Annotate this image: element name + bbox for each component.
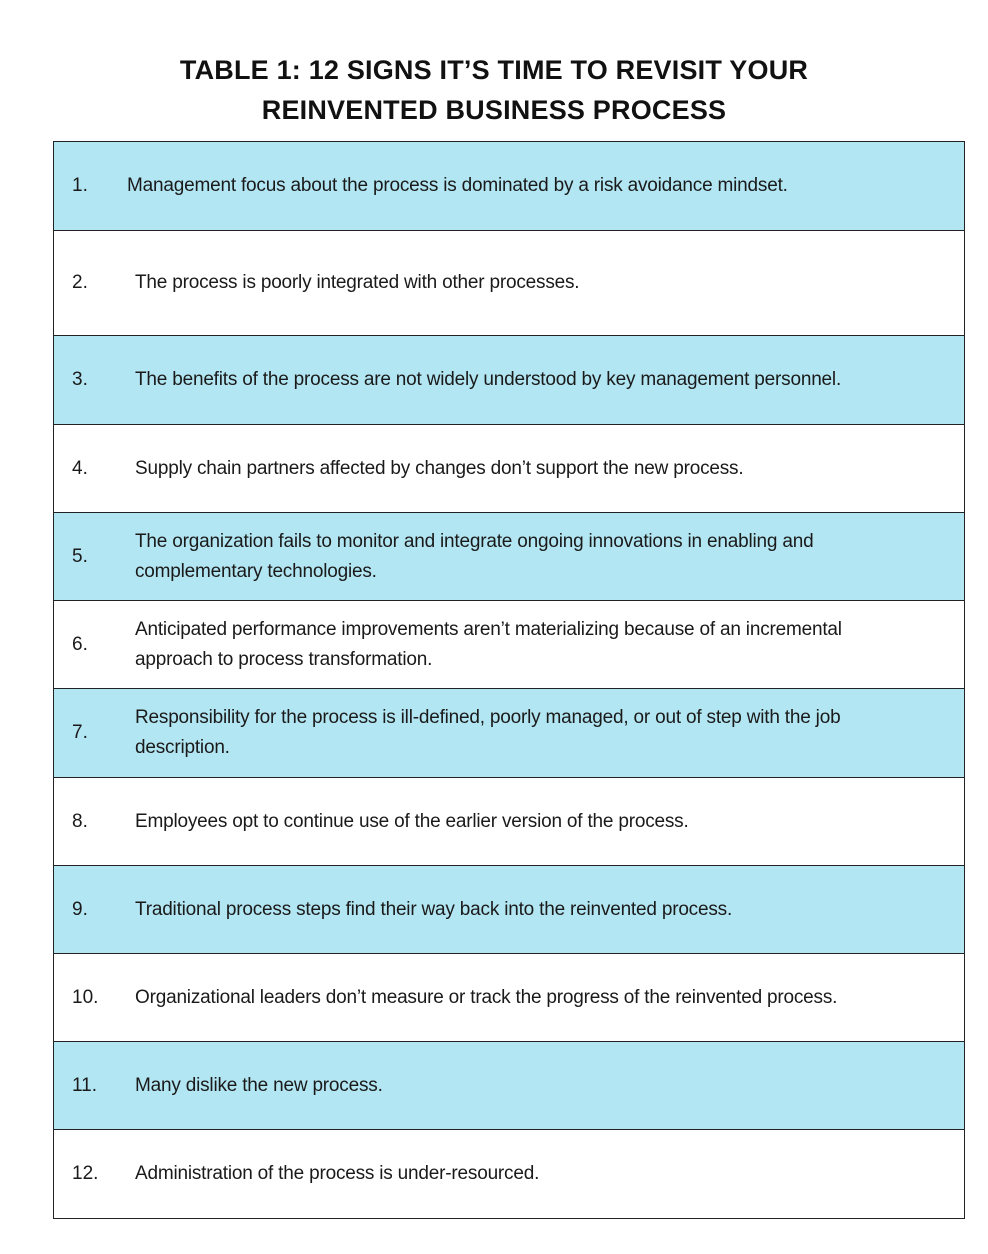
row-text: Administration of the process is under-resourced. — [135, 1163, 540, 1184]
table-row — [54, 425, 964, 513]
row-number: 4. — [72, 457, 88, 479]
table-row — [54, 778, 964, 866]
row-number: 11. — [72, 1074, 98, 1096]
table-title-line-2: REINVENTED BUSINESS PROCESS — [261, 95, 727, 125]
row-number: 5. — [72, 545, 88, 567]
table-row — [54, 689, 964, 778]
row-text: Organizational leaders don’t measure or track the progress of the reinvented process. — [135, 986, 838, 1008]
row-text: Responsibility for the process is ill-defined, poorly managed, or out of step with the job description. — [135, 707, 841, 758]
table-row — [54, 954, 964, 1042]
row-number: 7. — [72, 722, 88, 743]
row-number: 3. — [72, 369, 88, 390]
row-number: 1. — [72, 175, 88, 196]
row-number: 2. — [72, 272, 88, 293]
signs-table — [53, 141, 965, 1219]
row-text: The process is poorly integrated with other processes. — [135, 272, 580, 293]
row-number: 6. — [72, 633, 88, 655]
table-row — [54, 231, 964, 336]
row-number: 9. — [72, 898, 88, 920]
row-text: The organization fails to monitor and integrate ongoing innovations in enabling and complementary technologies. — [135, 530, 814, 582]
row-number: 8. — [72, 810, 88, 832]
table-row — [54, 1042, 964, 1130]
table-row — [54, 1130, 964, 1218]
table-row — [54, 336, 964, 425]
row-text: Supply chain partners affected by changes don’t support the new process. — [135, 457, 744, 479]
row-text: Management focus about the process is dominated by a risk avoidance mindset. — [127, 175, 788, 196]
table-title-line-1: TABLE 1: 12 SIGNS IT’S TIME TO REVISIT YOUR — [179, 55, 809, 85]
row-text: Employees opt to continue use of the earlier version of the process. — [135, 810, 689, 832]
row-number: 12. — [72, 1163, 99, 1184]
table-row — [54, 513, 964, 601]
table-row — [54, 866, 964, 954]
row-text: Anticipated performance improvements aren’t materializing because of an incremental approach to process transformation. — [135, 618, 842, 670]
table-row — [54, 142, 964, 231]
row-text: Many dislike the new process. — [135, 1074, 383, 1096]
row-text: The benefits of the process are not widely understood by key management personnel. — [135, 369, 842, 390]
row-number: 10. — [72, 986, 99, 1008]
table-title — [0, 50, 988, 130]
row-text: Traditional process steps find their way back into the reinvented process. — [135, 898, 733, 920]
table-row — [54, 601, 964, 689]
